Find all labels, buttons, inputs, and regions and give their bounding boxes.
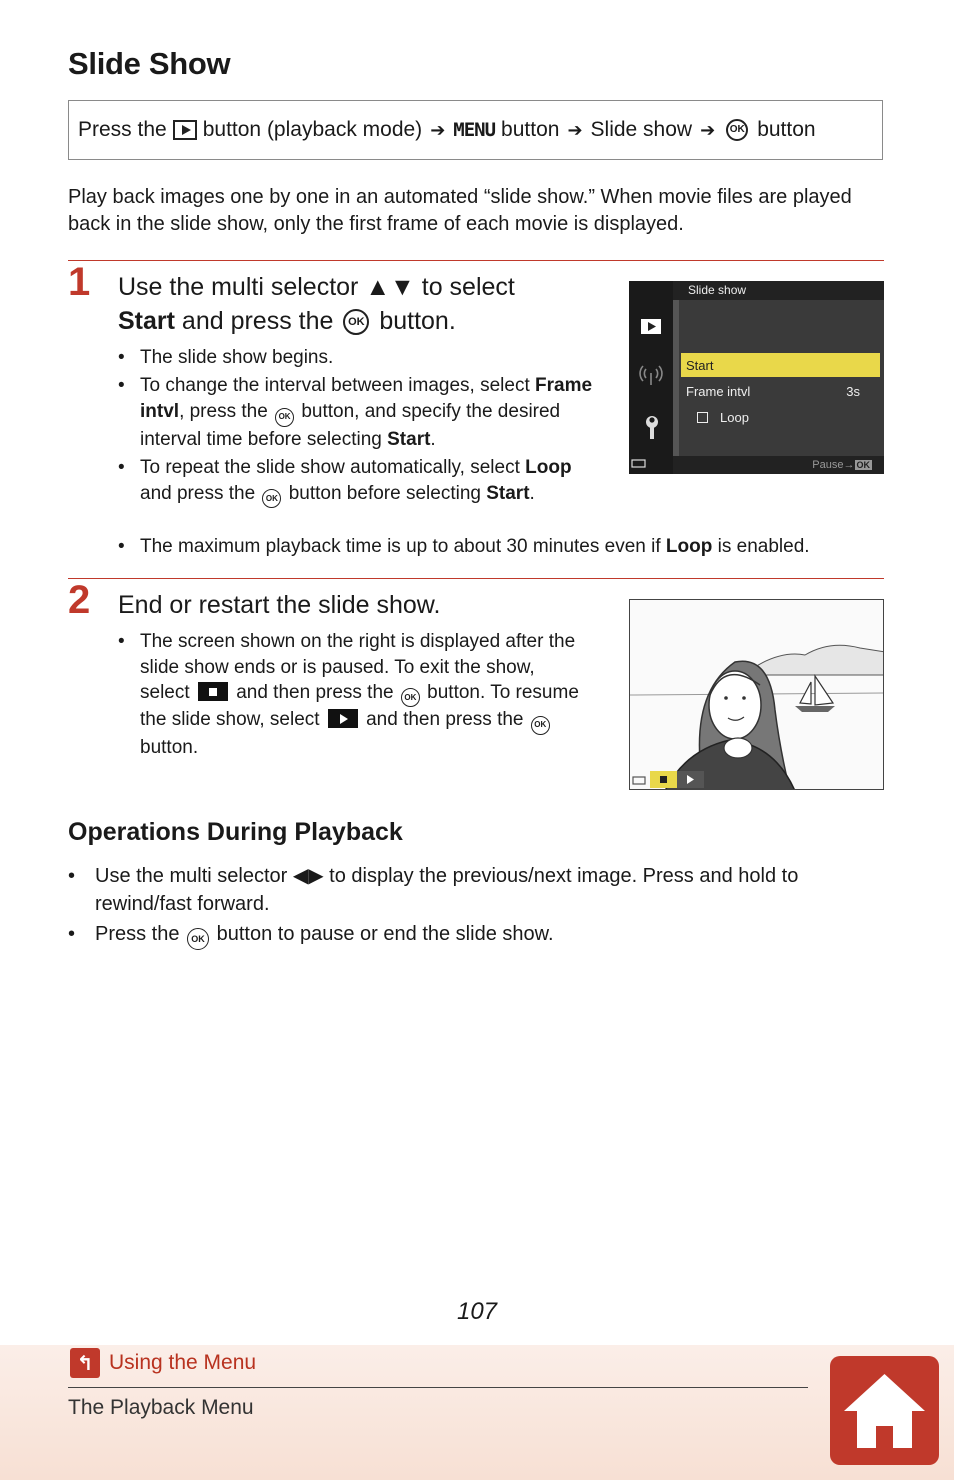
arrow-right-icon: ➔ [430,119,446,140]
arrow-right-icon: ➔ [567,119,583,140]
arrow-right-icon: ➔ [700,119,716,140]
play-icon [328,709,358,728]
list-item: • To repeat the slide show automatically, select Loop and press the OK button before selecting Start. [118,455,598,509]
camera-footer-hint [812,459,872,471]
step-number-1: 1 [68,260,91,304]
pause-hint: Pause→ [812,459,855,471]
bullet-text: button before selecting [288,482,481,504]
step-2-bullets [118,629,588,762]
ok-button-icon: OK [726,119,748,141]
bullet-text: The maximum playback time is up to about 30 minutes even if [140,536,661,557]
list-item [118,629,588,760]
path-press-the: Press the [78,118,167,141]
bullet-text: , press the [179,401,268,422]
battery-icon [633,777,645,784]
step-1-bullets [118,345,598,510]
start-term: Start [486,482,530,504]
navigation-path-box [68,100,883,160]
battery-icon [632,460,645,467]
frame-intvl-term: Frame intvl [140,375,593,422]
menu-item-start[interactable] [681,353,880,377]
page-number: 107 [456,1298,498,1325]
loop-term: Loop [525,456,572,478]
menu-item-label: Loop [720,409,749,425]
ok-button-icon: OK [187,928,209,950]
bullet-text: button. To resume the slide show, select [140,682,579,731]
playback-button-icon [173,120,197,140]
list-item [68,920,888,950]
path-button: button [501,118,560,141]
home-icon [830,1356,939,1465]
back-link-using-the-menu[interactable] [70,1348,256,1378]
bullet-text: The screen shown on the right is displayed after the slide show ends or is paused. To exit the show, select [140,631,576,703]
menu-item-label: Start [686,357,714,373]
bullet-text: button. [140,736,199,758]
intro-paragraph: Play back images one by one in an automated “slide show.” When movie files are played back in the slide show, only the first frame of each movie is displayed. [68,186,852,235]
bullet-text: and then press the [366,709,524,731]
loop-term: Loop [665,536,713,557]
path-button-end: button [757,118,816,141]
list-item [68,862,888,918]
ok-button-icon: OK [531,716,550,735]
camera-sidebar [629,281,673,474]
bullet-text: button to pause or end the slide show. [216,923,554,945]
bullet-text: is enabled. [717,536,810,557]
step-1-line2b: and press the [181,307,334,335]
section-title: Operations During Playback [68,818,403,846]
camera-menu-panel [679,300,884,456]
bullet-text: The slide show begins. [140,347,334,368]
step-1-start: Start [118,307,175,335]
footer-divider [68,1387,808,1388]
path-slide-show: Slide show [590,118,693,141]
checkbox-icon [697,412,708,423]
home-button[interactable] [830,1356,939,1465]
list-item [118,345,598,371]
wireless-icon [640,366,662,385]
list-item: • To change the interval between images, select Frame intvl, press the OK button, and specify the desired interval time before selecting Start. [118,373,598,453]
path-playback: button (playback mode) [202,118,423,141]
menu-button-icon: MENU [453,119,496,141]
portrait-illustration [630,600,884,790]
bullet-text: Press the [95,923,180,945]
ok-button-icon: OK [401,688,420,707]
bullet-text: button, and specify the desired interval time before selecting [140,401,561,450]
menu-item-loop[interactable] [681,405,880,429]
step-divider [68,260,884,261]
back-link-label: Using the Menu [109,1351,257,1374]
stop-icon [198,682,228,701]
list-item [118,534,898,560]
breadcrumb: The Playback Menu [68,1396,254,1419]
step-2-heading: End or restart the slide show. [118,591,441,619]
page-title: Slide Show [68,46,231,81]
step-1-bullets-wide [118,534,898,562]
bullet-text: To repeat the slide show automatically, select [140,456,520,478]
menu-item-value: 3s [846,383,860,399]
step-1-line2c: button. [379,307,456,335]
bullet-text: To change the interval between images, select [140,375,530,396]
bullet-text: Use the multi selector ◀▶ to display the previous/next image. Press and hold to rewind/fast forward. [95,865,799,915]
ok-button-icon: OK [343,309,369,335]
back-arrow-icon: ↰ [70,1348,100,1378]
camera-menu-screen [629,281,884,474]
bullet-text: and then press the [236,682,394,703]
menu-item-label: Frame intvl [686,383,751,399]
camera-sidebar-icons [629,281,673,474]
operations-bullets [68,862,888,952]
slideshow-paused-screen [629,599,884,790]
step-number-2: 2 [68,578,91,622]
step-1-line1: Use the multi selector ▲▼ to select [118,273,515,301]
start-term: Start [387,428,431,450]
ok-button-icon: OK [275,408,294,427]
bullet-text: and press the [140,482,256,504]
camera-menu-header: Slide show [688,283,747,297]
menu-item-frame-intvl[interactable] [681,379,880,403]
ok-badge: OK [856,460,870,470]
ok-button-icon: OK [262,489,281,508]
step-1-heading [118,270,588,338]
step-divider [68,578,884,579]
